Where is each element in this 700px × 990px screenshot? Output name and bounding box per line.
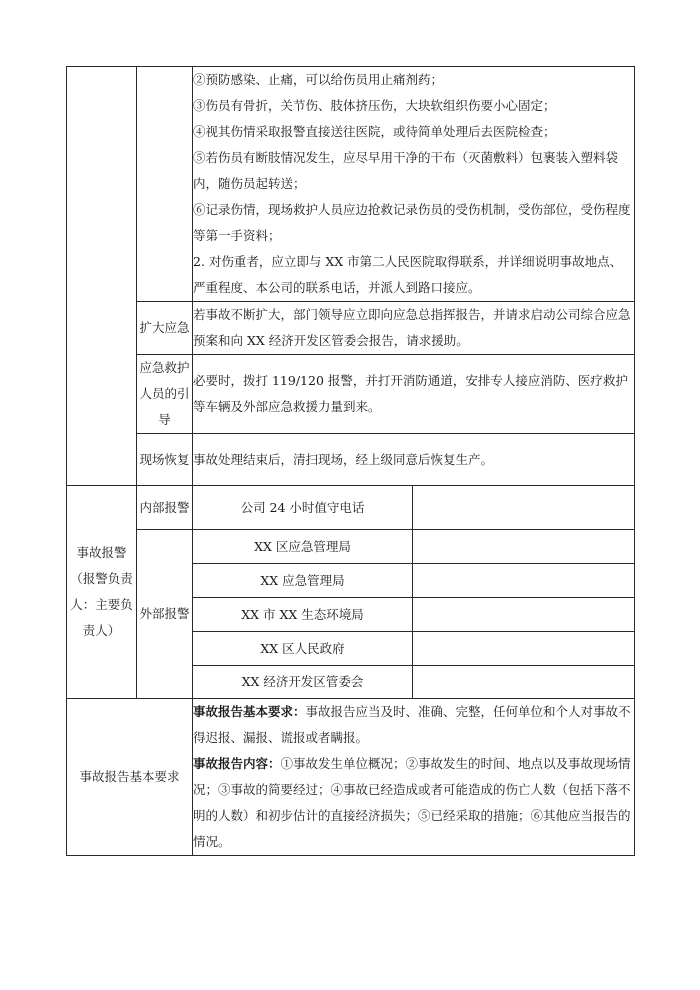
recover-label: 现场恢复	[137, 434, 193, 486]
expand-text: 若事故不断扩大，部门领导应立即向应急总指挥报告，并请求启动公司综合应急预案和向 XX 经济开发区管委会报告，请求援助。	[193, 302, 635, 355]
injury-item: ⑥记录伤情，现场救护人员应边抢救记录伤员的受伤机制，受伤部位，受伤程度等第一手资料；	[193, 202, 631, 243]
guide-label: 应急救护人员的引导	[137, 355, 193, 434]
alarm-title: 事故报警（报警负责人：主要负责人）	[67, 486, 137, 699]
injury-item: ④视其伤情采取报警直接送往医院，或待简单处理后去医院检查；	[193, 124, 556, 139]
report-content-label: 事故报告内容：	[193, 756, 281, 771]
internal-alarm-item: 公司 24 小时值守电话	[193, 486, 413, 530]
injury-treatment-cell	[193, 67, 635, 302]
report-row	[67, 699, 635, 856]
expand-row	[67, 302, 635, 355]
expand-label: 扩大应急	[137, 302, 193, 355]
recover-row	[67, 434, 635, 486]
report-req-label: 事故报告基本要求：	[193, 704, 306, 719]
guide-row	[67, 355, 635, 434]
phone-cell	[413, 632, 635, 666]
emergency-table	[66, 66, 635, 856]
external-alarm-item: XX 区应急管理局	[193, 530, 413, 564]
phone-cell	[413, 486, 635, 530]
alarm-internal-row	[67, 486, 635, 530]
phone-cell	[413, 666, 635, 699]
injury-row	[67, 67, 635, 302]
recover-text: 事故处理结束后，清扫现场，经上级同意后恢复生产。	[193, 434, 635, 486]
alarm-external-row	[67, 530, 635, 564]
injury-item: 2. 对伤重者，应立即与 XX 市第二人民医院取得联系，并详细说明事故地点、严重程度、本公司的联系电话，并派人到路口接应。	[193, 254, 623, 295]
external-alarm-item: XX 市 XX 生态环境局	[193, 598, 413, 632]
phone-cell	[413, 598, 635, 632]
report-title: 事故报告基本要求	[67, 699, 193, 856]
injury-item: ②预防感染、止痛，可以给伤员用止痛剂药；	[193, 72, 444, 87]
report-text-cell	[193, 699, 635, 856]
sub-empty-cell	[137, 67, 193, 302]
internal-alarm-label: 内部报警	[137, 486, 193, 530]
external-alarm-item: XX 经济开发区管委会	[193, 666, 413, 699]
injury-item: ⑤若伤员有断肢情况发生，应尽早用干净的干布（灭菌敷料）包裹装入塑料袋内，随伤员起转送；	[193, 150, 619, 191]
external-alarm-item: XX 区人民政府	[193, 632, 413, 666]
report-req-text: 事故报告应当及时、准确、完整，任何单位和个人对事故不得迟报、漏报、谎报或者瞒报。	[193, 704, 631, 745]
external-alarm-item: XX 应急管理局	[193, 564, 413, 598]
injury-item: ③伤员有骨折，关节伤、肢体挤压伤，大块软组织伤要小心固定；	[193, 98, 556, 113]
phone-cell	[413, 530, 635, 564]
left-empty-cell	[67, 67, 137, 486]
guide-text: 必要时，拨打 119/120 报警，并打开消防通道，安排专人接应消防、医疗救护等车辆及外部应急救援力量到来。	[193, 355, 635, 434]
phone-cell	[413, 564, 635, 598]
external-alarm-label: 外部报警	[137, 530, 193, 699]
report-content-text: ①事故发生单位概况；②事故发生的时间、地点以及事故现场情况；③事故的简要经过；④事故已经造成或者可能造成的伤亡人数（包括下落不明的人数）和初步估计的直接经济损失；⑤已经采取的措施；⑥其他应当报告的情况。	[193, 756, 631, 849]
